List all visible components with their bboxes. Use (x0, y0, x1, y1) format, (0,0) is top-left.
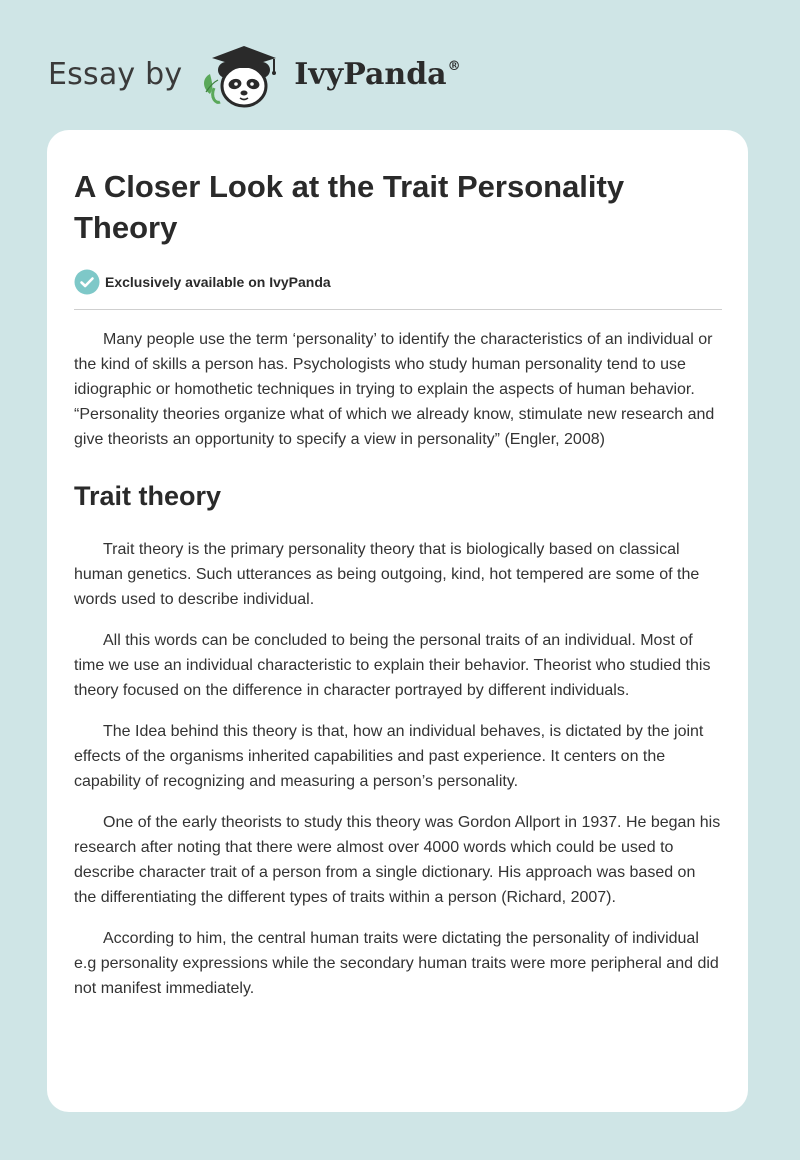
brand-name[interactable] (294, 57, 460, 92)
body-paragraph: One of the early theorists to study this theory was Gordon Allport in 1937. He began his research after noting that there were almost over 4000 words which could be used to describe character trait of a person from a single dictionary. His approach was based on the differentiating the different types of traits within a person (Richard, 2007). (74, 814, 721, 906)
body-paragraph: Trait theory is the primary personality theory that is biologically based on classical human genetics. Such utterances as being outgoing, kind, hot tempered are some of the words used to describe individual. (74, 541, 700, 608)
check-circle-icon (74, 269, 100, 295)
panda-logo-icon[interactable] (196, 38, 292, 110)
body-paragraph: According to him, the central human traits were dictating the personality of individual e.g personality expressions while the secondary human traits were more peripheral and did not manifest immediately. (74, 930, 719, 997)
intro-paragraph: Many people use the term ‘personality’ to identify the characteristics of an individual or the kind of skills a person has. Psychologists who study human personality tend to use idiographic or homothetic techniques in trying to explain the aspects of human behavior. “Personality theories organize what of which we already know, stimulate new research and give theorists an opportunity to specify a view in personality” (Engler, 2008) (74, 331, 715, 448)
page-title: A Closer Look at the Trait Personality Theory (74, 169, 625, 245)
exclusive-badge (74, 269, 722, 295)
divider (74, 309, 722, 310)
essay-card (47, 130, 748, 1112)
brand-prefix: Essay by (48, 56, 183, 92)
brand-name-text: IvyPanda (294, 56, 447, 92)
section-heading: Trait theory (74, 481, 222, 511)
site-header (48, 38, 461, 110)
registered-mark: ® (447, 58, 461, 74)
badge-text: Exclusively available on IvyPanda (105, 274, 331, 290)
leaf-icon (204, 74, 220, 102)
body-paragraph: All this words can be concluded to being the personal traits of an individual. Most of time we use an individual characteristic to explain their behavior. Theorist who studied this theory focused on the difference in character portrayed by different individuals. (74, 632, 711, 699)
body-paragraph: The Idea behind this theory is that, how an individual behaves, is dictated by the joint effects of the organisms inherited capabilities and past experience. It centers on the capability of recognizing and measuring a person’s personality. (74, 723, 704, 790)
